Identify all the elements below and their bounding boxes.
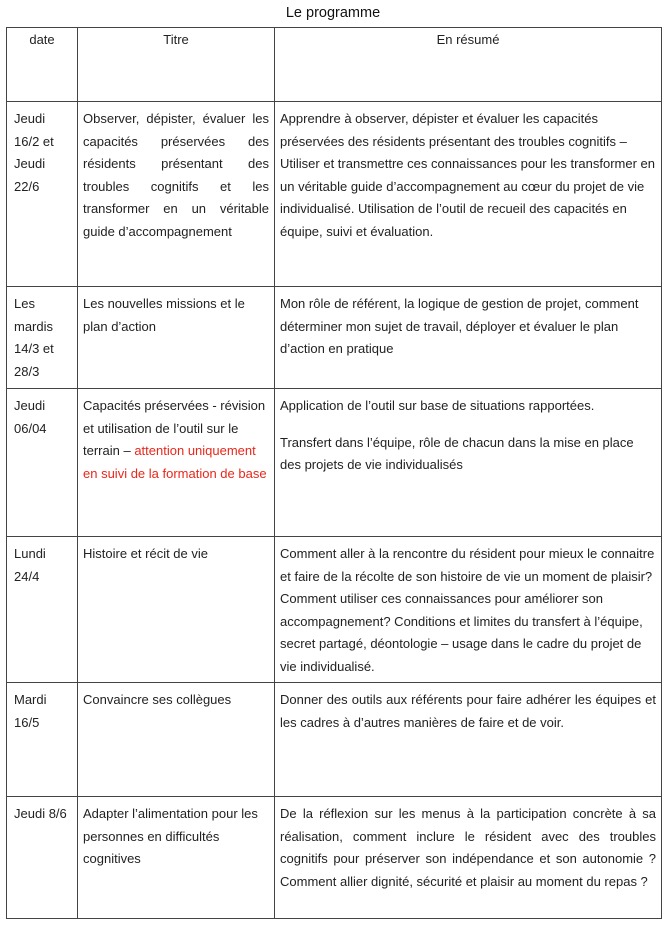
- titre-text: Adapter l’alimentation pour les personnes en difficultés cognitives: [83, 806, 258, 866]
- resume-cell: [275, 797, 662, 919]
- date-text: Les mardis 14/3 et 28/3: [14, 296, 54, 379]
- date-text: Jeudi 06/04: [14, 398, 47, 436]
- resume-cell: [275, 102, 662, 287]
- resume-cell: [275, 287, 662, 389]
- titre-text: [83, 389, 269, 485]
- table-row: [7, 797, 662, 919]
- date-text: Lundi 24/4: [14, 546, 46, 584]
- table-row: [7, 102, 662, 287]
- titre-text: Les nouvelles missions et le plan d’action: [83, 296, 245, 334]
- titre-cell: [78, 389, 275, 537]
- titre-cell: [78, 797, 275, 919]
- titre-text: Convaincre ses collègues: [83, 692, 232, 707]
- titre-cell: [78, 102, 275, 287]
- header-date: date: [7, 28, 78, 102]
- titre-text: Histoire et récit de vie: [83, 546, 208, 561]
- table-row: [7, 683, 662, 797]
- table-row: [7, 537, 662, 683]
- table-row: [7, 389, 662, 537]
- titre-cell: [78, 683, 275, 797]
- header-resume: En résumé: [275, 28, 662, 102]
- resume-text: Donner des outils aux référents pour faire adhérer les équipes et les cadres à d’autres manières de faire et de voir.: [280, 692, 656, 730]
- resume-cell: [275, 537, 662, 683]
- titre-text: Observer, dépister, évaluer les capacités préservées des résidents présentant des troubles cognitifs et les transformer en un véritable guide d’accompagnement: [83, 111, 269, 239]
- titre-note-text: attention uniquement en suivi de la formation de base: [83, 443, 267, 481]
- resume-para-1: Application de l’outil sur base de situations rapportées.: [280, 398, 595, 413]
- resume-text: Mon rôle de référent, la logique de gestion de projet, comment déterminer mon sujet de travail, déployer et évaluer le plan d’action en pratique: [280, 296, 639, 356]
- resume-text: De la réflexion sur les menus à la participation concrète à sa réalisation, comment inclure le résident avec des troubles cognitifs pour préserver son indépendance et son autonomie ? Comment allier dignité, sécurité et plaisir au moment du repas ?: [280, 806, 656, 889]
- date-cell: [7, 683, 78, 797]
- document-title: Le programme: [285, 5, 381, 21]
- date-text: Mardi 16/5: [14, 692, 47, 730]
- date-text: Jeudi 16/2 et Jeudi 22/6: [14, 111, 54, 194]
- titre-main-text: Capacités préservées - révision et utilisation de l’outil sur le terrain –: [83, 398, 266, 458]
- resume-text: Comment aller à la rencontre du résident pour mieux le connaitre et faire de la récolte de son histoire de vie un moment de plaisir? Comment utiliser ces connaissances pour améliorer son accompagnement? Conditions et limites du transfert à l’équipe, secret partagé, déontologie – usage dans le cadre du projet de vie individualisé.: [280, 546, 655, 674]
- resume-text: [280, 389, 656, 477]
- date-text: Jeudi 8/6: [14, 806, 67, 821]
- date-cell: [7, 537, 78, 683]
- table-row: [7, 287, 662, 389]
- table-header-row: [7, 28, 662, 102]
- resume-text: Apprendre à observer, dépister et évaluer les capacités préservées des résidents présentant des troubles cognitifs – Utiliser et transmettre ces connaissances pour les transformer en un véritable guide d’accompagnement au cœur du projet de vie individualisé. Utilisation de l’outil de recueil des capacités en équipe, suivi et évaluation.: [280, 111, 655, 239]
- date-cell: [7, 102, 78, 287]
- date-cell: [7, 389, 78, 537]
- resume-cell: [275, 389, 662, 537]
- titre-cell: [78, 287, 275, 389]
- date-cell: [7, 287, 78, 389]
- resume-para-2: Transfert dans l’équipe, rôle de chacun dans la mise en place des projets de vie individualisés: [280, 434, 634, 472]
- date-cell: [7, 797, 78, 919]
- header-titre: Titre: [78, 28, 275, 102]
- resume-cell: [275, 683, 662, 797]
- program-table: [6, 27, 662, 919]
- titre-cell: [78, 537, 275, 683]
